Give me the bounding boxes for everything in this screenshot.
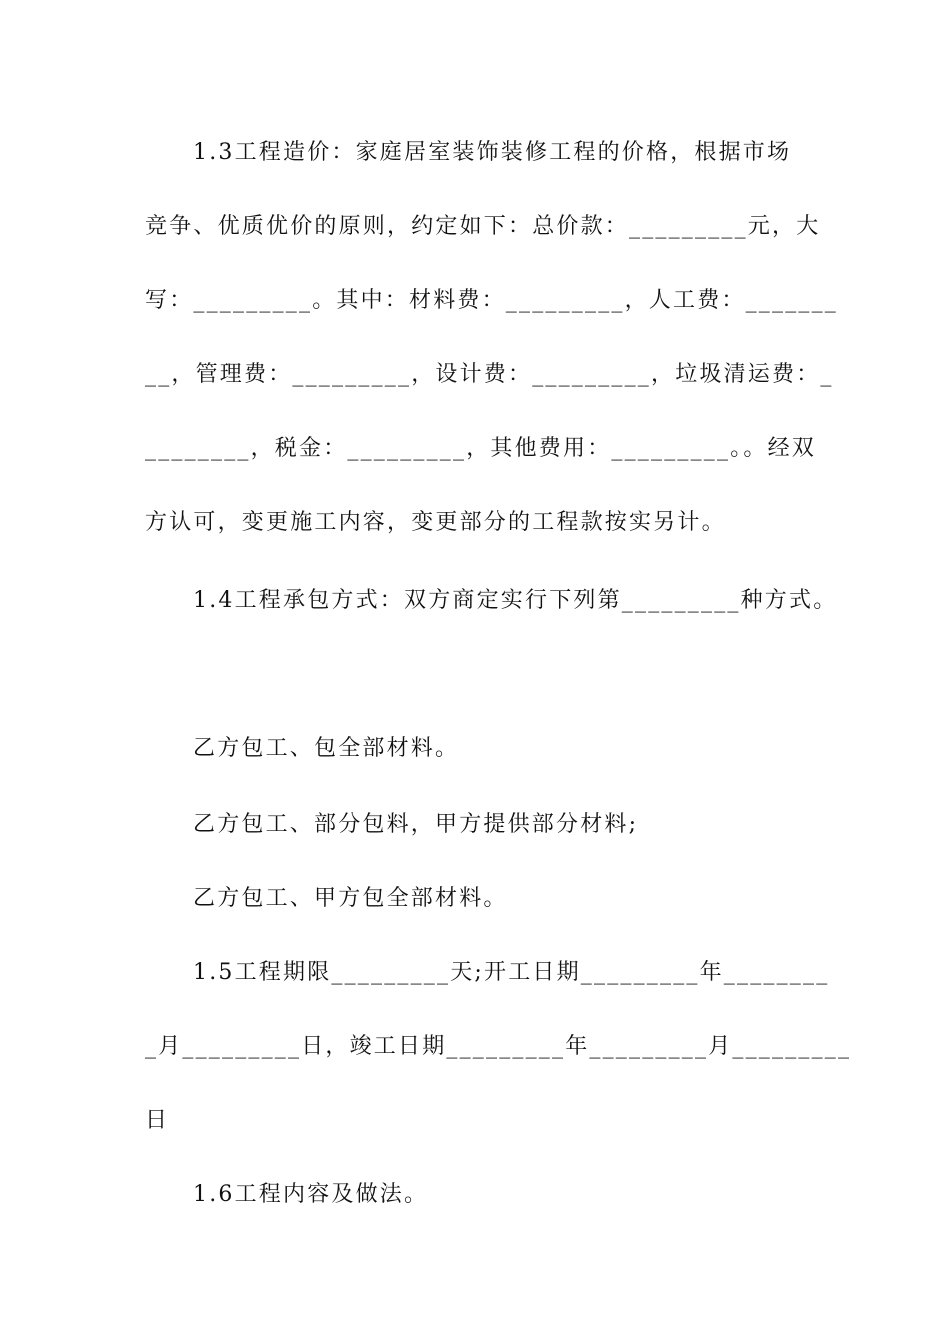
paragraph-line-10: 日 xyxy=(145,1108,170,1133)
paragraph-line-5: ________，税金：_________，其他费用：_________。。经双 xyxy=(145,436,817,461)
option-line-2: 乙方包工、部分包料，甲方提供部分材料; xyxy=(193,812,639,837)
paragraph-line-6: 方认可，变更施工内容，变更部分的工程款按实另计。 xyxy=(145,510,726,535)
paragraph-line-8: 1.5工程期限_________天;开工日期_________年________ xyxy=(193,960,830,985)
paragraph-line-2: 竞争、优质优价的原则，约定如下：总价款：_________元，大 xyxy=(145,214,821,239)
paragraph-line-3: 写：_________。其中：材料费：_________，人工费：_______ xyxy=(145,288,839,313)
option-line-1: 乙方包工、包全部材料。 xyxy=(193,736,460,761)
option-line-3: 乙方包工、甲方包全部材料。 xyxy=(193,886,508,911)
paragraph-line-1: 1.3工程造价：家庭居室装饰装修工程的价格，根据市场 xyxy=(193,140,792,165)
paragraph-line-7: 1.4工程承包方式：双方商定实行下列第_________种方式。 xyxy=(193,588,838,613)
paragraph-line-11: 1.6工程内容及做法。 xyxy=(193,1182,429,1207)
paragraph-line-4: __，管理费：_________，设计费：_________，垃圾清运费：_ xyxy=(145,362,834,387)
paragraph-line-9: _月_________日，竣工日期_________年_________月_________ xyxy=(145,1034,852,1059)
